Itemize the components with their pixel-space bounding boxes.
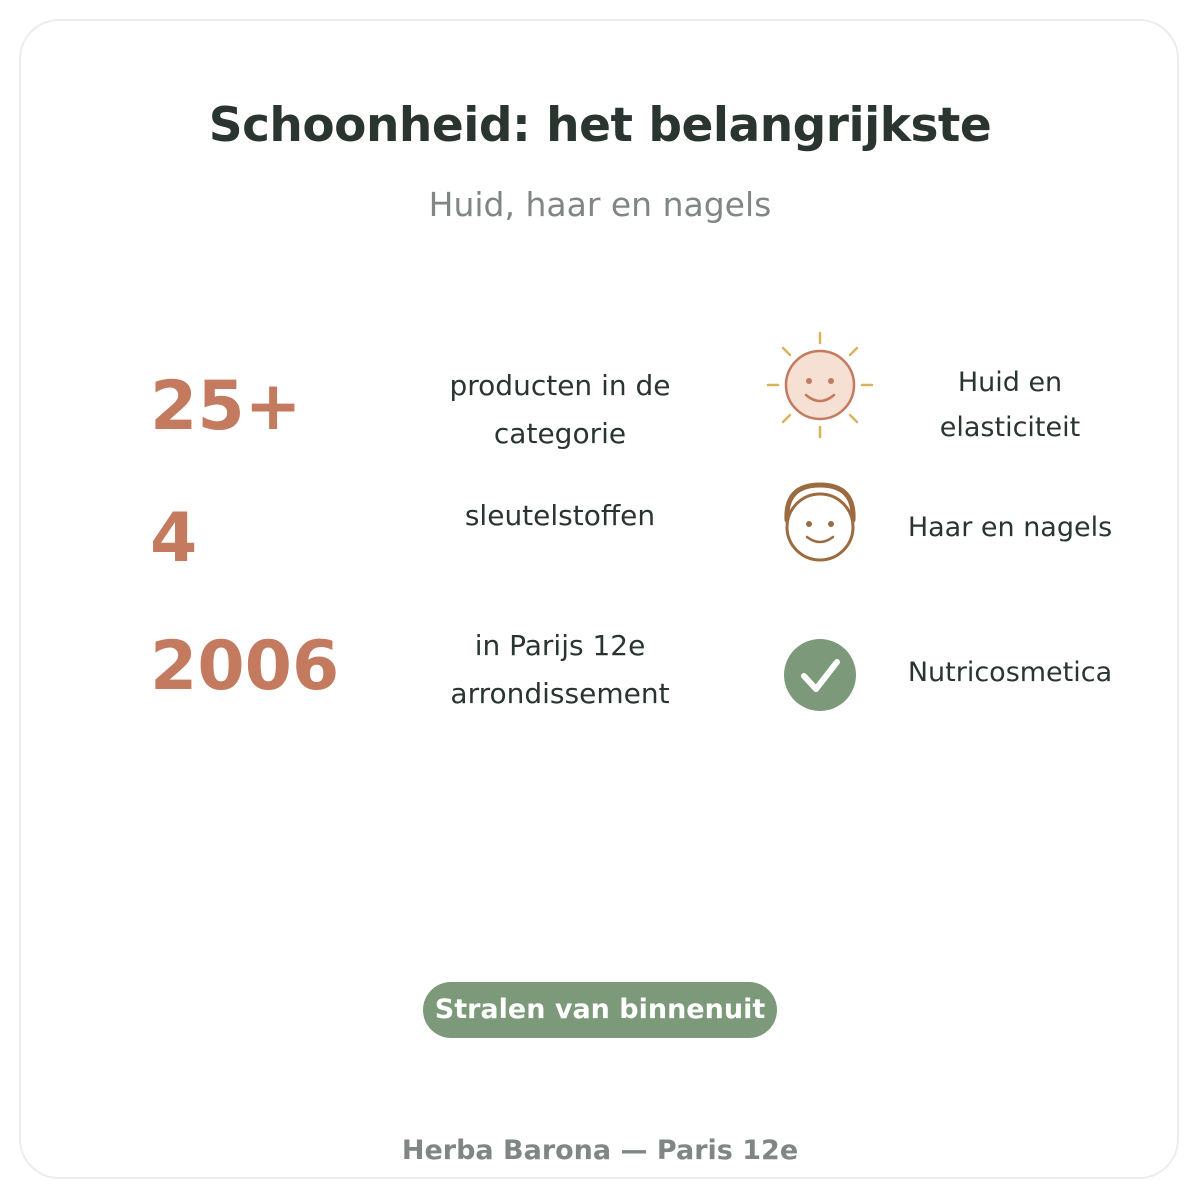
check-circle-icon [760,615,880,735]
stat-value-products: 25+ [150,367,302,446]
stat-value-substances: 4 [150,499,198,578]
page-title: Schoonheid: het belangrijkste [208,98,992,153]
feature-label-skin: Huid en elasticiteit [939,367,1081,443]
cta-button[interactable]: Stralen van binnenuit [423,982,777,1038]
feature-label-nutricosmetics: Nutricosmetica [907,657,1113,688]
page-subtitle: Huid, haar en nagels [428,185,772,224]
feature-label-hair: Haar en nagels [907,512,1113,543]
hair-face-icon [760,465,880,585]
stat-label-year: in Parijs 12e arrondissement [450,629,670,710]
stat-label-products: producten in de categorie [449,369,671,450]
stat-label-substances: sleutelstoffen [464,499,656,532]
footer-text: Herba Barona — Paris 12e [401,1135,799,1166]
stat-value-year: 2006 [150,627,340,706]
sun-face-icon [760,325,880,445]
